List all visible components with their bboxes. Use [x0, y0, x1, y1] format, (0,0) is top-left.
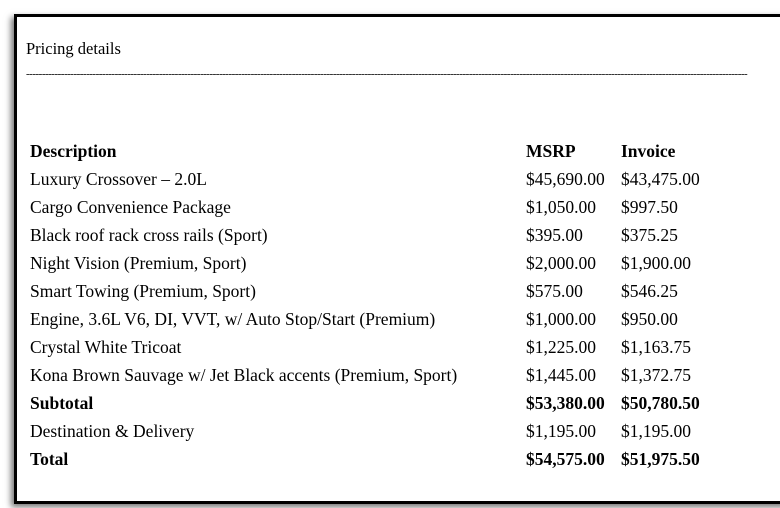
- table-row: [30, 389, 721, 417]
- pricing-table: [30, 137, 721, 473]
- cell-msrp: $1,000.00: [526, 309, 596, 329]
- table-row: [30, 417, 721, 445]
- cell-description: Night Vision (Premium, Sport): [30, 253, 247, 273]
- table-row: [30, 249, 721, 277]
- cell-description: Luxury Crossover – 2.0L: [30, 169, 207, 189]
- dashed-divider: ------------------------------------------------------------------------------------------------------------------------------------------------------------------------------------------------------------------------------------: [26, 68, 748, 80]
- cell-msrp: $53,380.00: [526, 393, 605, 413]
- cell-invoice: $997.50: [621, 197, 678, 217]
- cell-invoice: $1,163.75: [621, 337, 691, 357]
- cell-msrp: $1,195.00: [526, 421, 596, 441]
- cell-description: Destination & Delivery: [30, 421, 195, 441]
- cell-invoice: $1,372.75: [621, 365, 691, 385]
- cell-msrp: $1,225.00: [526, 337, 596, 357]
- cell-description: Engine, 3.6L V6, DI, VVT, w/ Auto Stop/Start (Premium): [30, 309, 436, 329]
- cell-msrp: $1,445.00: [526, 365, 596, 385]
- table-row: [30, 305, 721, 333]
- table-row: [30, 221, 721, 249]
- cell-description: Total: [30, 449, 69, 469]
- cell-description: Black roof rack cross rails (Sport): [30, 225, 268, 245]
- cell-description: Kona Brown Sauvage w/ Jet Black accents (Premium, Sport): [30, 365, 458, 385]
- table-row: [30, 445, 721, 473]
- table-row: [30, 361, 721, 389]
- table-row: [30, 333, 721, 361]
- cell-invoice: $51,975.50: [621, 449, 700, 469]
- cell-msrp: $45,690.00: [526, 169, 605, 189]
- column-header-description: Description: [30, 141, 117, 161]
- cell-description: Subtotal: [30, 393, 94, 413]
- cell-msrp: $2,000.00: [526, 253, 596, 273]
- table-row: [30, 193, 721, 221]
- cell-invoice: $43,475.00: [621, 169, 700, 189]
- cell-invoice: $375.25: [621, 225, 678, 245]
- cell-invoice: $1,195.00: [621, 421, 691, 441]
- table-header-row: [30, 137, 721, 165]
- cell-description: Cargo Convenience Package: [30, 197, 231, 217]
- cell-msrp: $1,050.00: [526, 197, 596, 217]
- cell-msrp: $54,575.00: [526, 449, 605, 469]
- cell-description: Smart Towing (Premium, Sport): [30, 281, 256, 301]
- table-row: [30, 277, 721, 305]
- table-row: [30, 165, 721, 193]
- column-header-msrp: MSRP: [526, 141, 576, 161]
- cell-invoice: $50,780.50: [621, 393, 700, 413]
- cell-invoice: $1,900.00: [621, 253, 691, 273]
- cell-description: Crystal White Tricoat: [30, 337, 182, 357]
- table-body: [30, 165, 721, 473]
- cell-invoice: $546.25: [621, 281, 678, 301]
- column-header-invoice: Invoice: [621, 141, 676, 161]
- cell-msrp: $575.00: [526, 281, 583, 301]
- cell-invoice: $950.00: [621, 309, 678, 329]
- section-title: Pricing details: [26, 39, 121, 58]
- cell-msrp: $395.00: [526, 225, 583, 245]
